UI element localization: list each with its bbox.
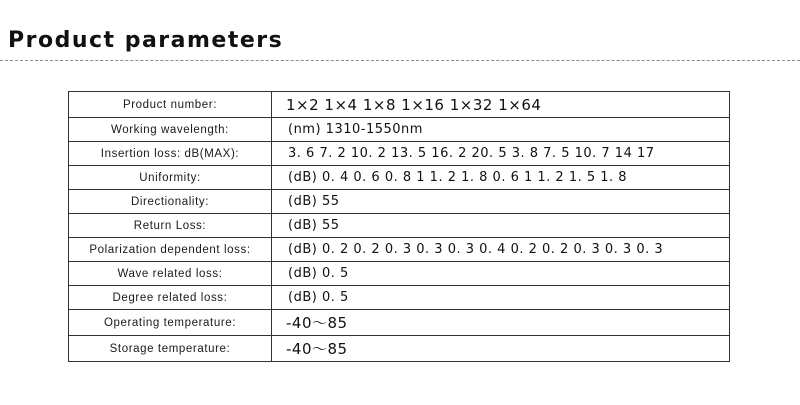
- table-row: [69, 166, 730, 190]
- param-value: (dB) 0. 4 0. 6 0. 8 1 1. 2 1. 8 0. 6 1 1. 2 1. 5 1. 8: [272, 166, 730, 190]
- table-row: [69, 142, 730, 166]
- page-title: Product parameters: [8, 28, 284, 53]
- heading-divider: [0, 60, 800, 61]
- table-row: [69, 310, 730, 336]
- param-value: (nm) 1310-1550nm: [272, 118, 730, 142]
- param-value: 3. 6 7. 2 10. 2 13. 5 16. 2 20. 5 3. 8 7. 5 10. 7 14 17: [272, 142, 730, 166]
- table-row: [69, 262, 730, 286]
- param-value: (dB) 0. 5: [272, 262, 730, 286]
- param-label: Storage temperature:: [69, 336, 272, 362]
- param-label: Polarization dependent loss:: [69, 238, 272, 262]
- param-value: (dB) 0. 5: [272, 286, 730, 310]
- param-value: 1×2 1×4 1×8 1×16 1×32 1×64: [272, 92, 730, 118]
- param-label: Uniformity:: [69, 166, 272, 190]
- table-row: [69, 118, 730, 142]
- param-label: Directionality:: [69, 190, 272, 214]
- table-row: [69, 214, 730, 238]
- param-value: (dB) 0. 2 0. 2 0. 3 0. 3 0. 3 0. 4 0. 2 0. 2 0. 3 0. 3 0. 3: [272, 238, 730, 262]
- param-label: Return Loss:: [69, 214, 272, 238]
- param-value: -40～85: [272, 336, 730, 362]
- param-label: Wave related loss:: [69, 262, 272, 286]
- param-label: Degree related loss:: [69, 286, 272, 310]
- param-label: Working wavelength:: [69, 118, 272, 142]
- table-row: [69, 238, 730, 262]
- table-row: [69, 286, 730, 310]
- param-label: Product number:: [69, 92, 272, 118]
- param-label: Operating temperature:: [69, 310, 272, 336]
- param-value: (dB) 55: [272, 190, 730, 214]
- parameters-table: [68, 91, 730, 362]
- table-row: [69, 336, 730, 362]
- param-label: Insertion loss: dB(MAX):: [69, 142, 272, 166]
- param-value: (dB) 55: [272, 214, 730, 238]
- table-row: [69, 92, 730, 118]
- table-row: [69, 190, 730, 214]
- param-value: -40～85: [272, 310, 730, 336]
